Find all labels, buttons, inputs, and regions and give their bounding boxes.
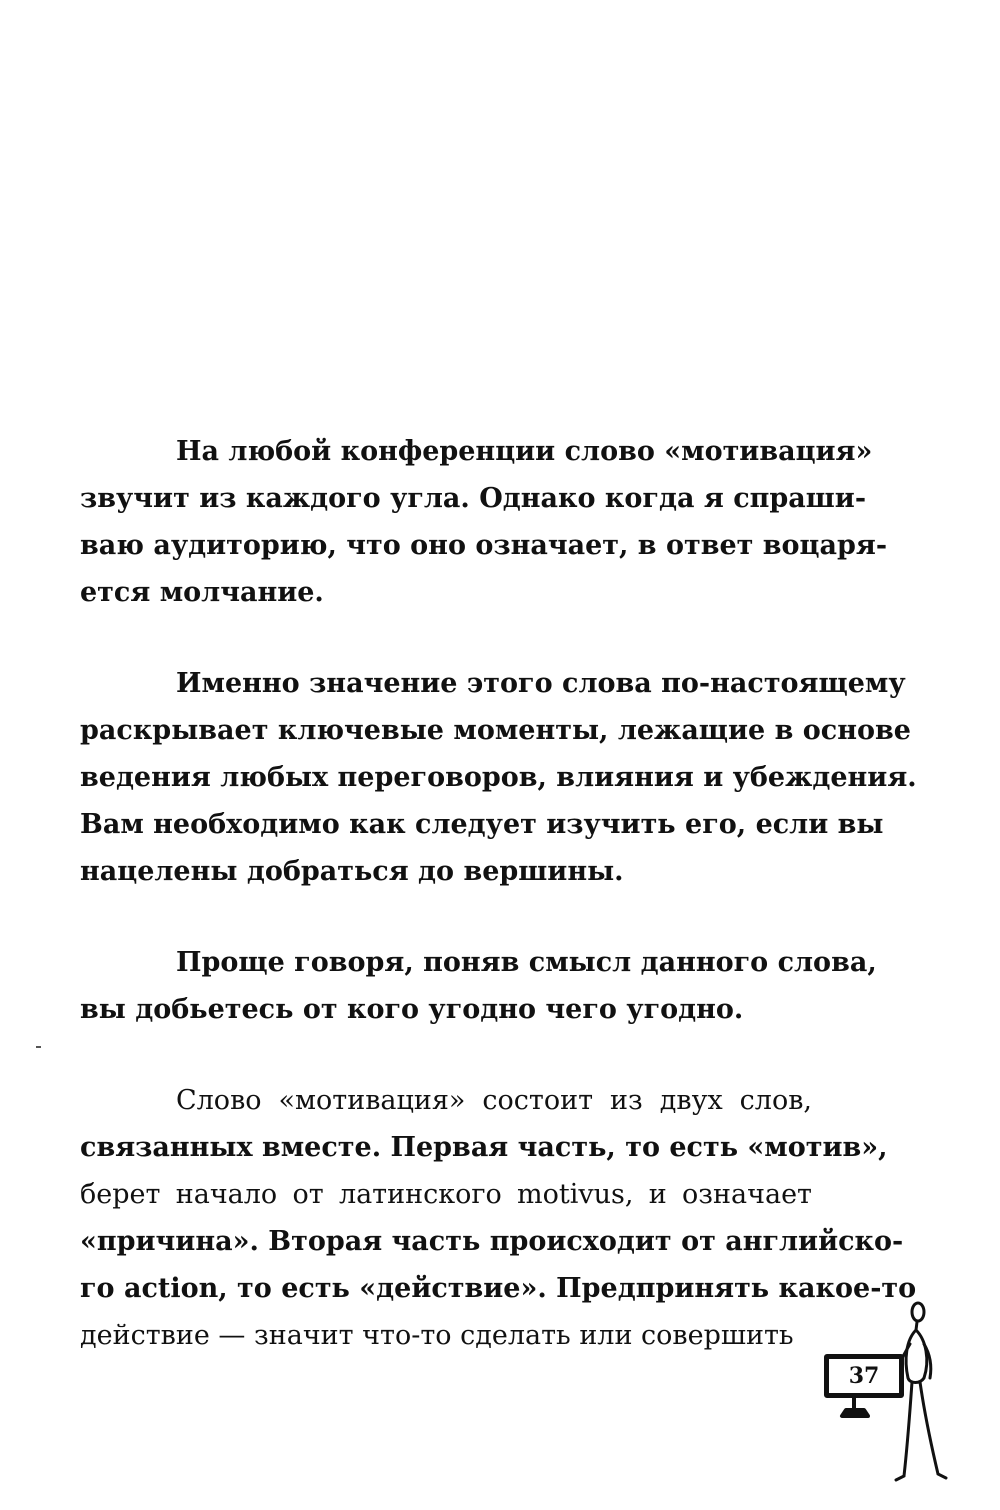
paragraph-line: «причина». Вторая часть происходит от английско- (80, 1226, 904, 1257)
paragraph-line: Проще говоря, поняв смысл данного слова, (176, 947, 877, 978)
paragraph-line: берет начало от латинского motivus, и означает (80, 1179, 812, 1210)
paragraph-line: звучит из каждого угла. Однако когда я спраши- (80, 483, 867, 514)
paragraph-line: нацелены добраться до вершины. (80, 856, 624, 887)
paragraph-line: го action, то есть «действие». Предпринять какое-то (80, 1273, 917, 1304)
paragraph-2 (80, 660, 917, 895)
print-speck (36, 1046, 41, 1048)
paragraph-line: действие — значит что-то сделать или совершить (80, 1320, 794, 1351)
paragraph-line: раскрывает ключевые моменты, лежащие в основе (80, 715, 911, 746)
paragraph-line: ется молчание. (80, 577, 324, 608)
paragraph-4 (80, 1077, 917, 1359)
paragraph-line: Именно значение этого слова по-настоящему (176, 668, 906, 699)
paragraph-line: ваю аудиторию, что оно означает, в ответ воцаря- (80, 530, 888, 561)
paragraph-line: вы добьетесь от кого угодно чего угодно. (80, 994, 744, 1025)
paragraph-line: Слово «мотивация» состоит из двух слов, (176, 1085, 812, 1116)
paragraph-line: Вам необходимо как следует изучить его, если вы (80, 809, 884, 840)
paragraph-line: связанных вместе. Первая часть, то есть «мотив», (80, 1132, 888, 1163)
paragraph-line: На любой конференции слово «мотивация» (176, 436, 873, 467)
paragraph-line: ведения любых переговоров, влияния и убеждения. (80, 762, 917, 793)
paragraph-3 (80, 939, 877, 1033)
paragraph-1 (80, 428, 888, 616)
page-number-text: 37 (848, 1363, 880, 1389)
page-number (824, 1354, 904, 1398)
